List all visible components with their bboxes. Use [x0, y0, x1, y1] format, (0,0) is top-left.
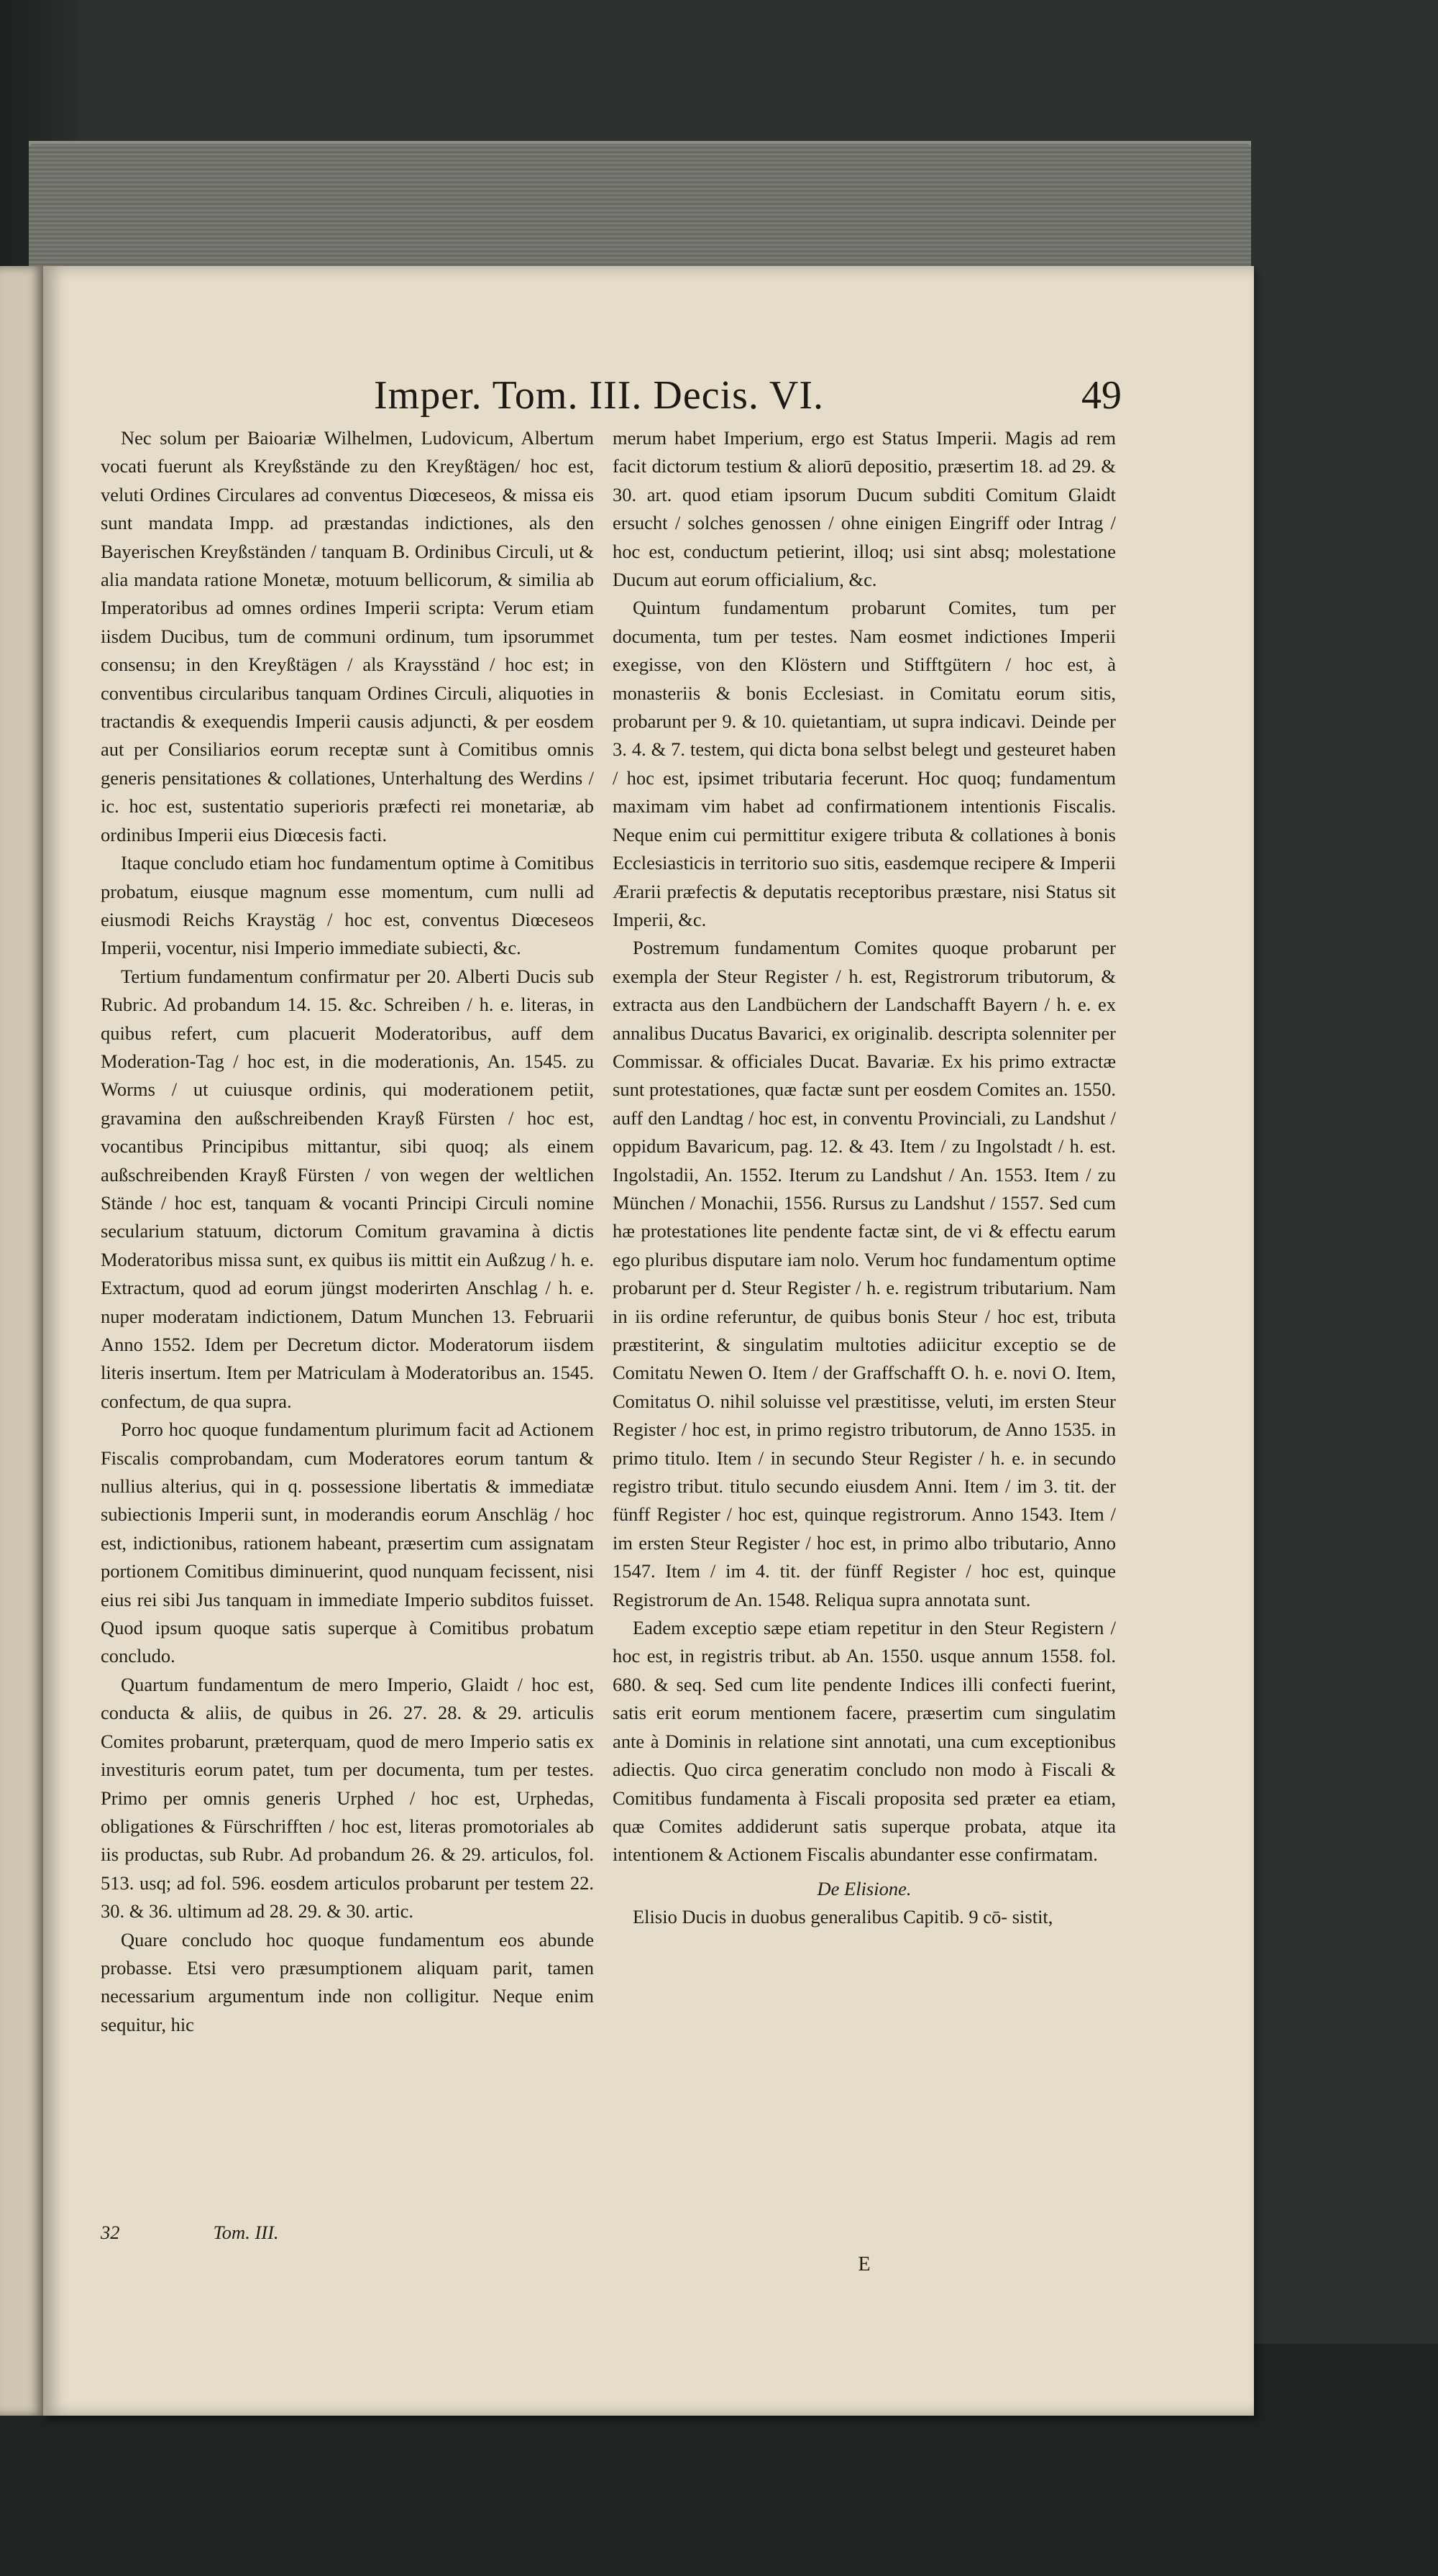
- paragraph: Nec solum per Baioariæ Wilhelmen, Ludovicum, Albertum vocati fuerunt als Kreyßstände zu den Kreyßtägen/ hoc est, veluti Ordines Circulares ad conventus Diœceseos, & missa eis sunt mandata Impp. ad præstandas indictiones, als den Bayerischen Kreyßständen / tanquam B. Ordinibus Circuli, ut & alia mandata ratione Monetæ, motuum bellicorum, & similia ab Imperatoribus ad omnes ordines Imperii scripta: Verum etiam iisdem Ducibus, tum de communi ordinum, tum ipsorummet consensu; in den Kreyßtägen / als Kraysständ / hoc est; in conventibus circularibus tanquam Ordines Circuli, aliquoties in tractandis & exequendis Imperii causis adjuncti, & per eosdem aut per Consiliarios eorum receptæ sunt à Comitibus omnis generis pensitationes & collationes, Unterhaltung des Werdins / ic. hoc est, sustentatio superioris præfecti rei monetariæ, ab ordinibus Imperii eius Diœcesis facti.: [101, 427, 594, 845]
- paragraph: Quartum fundamentum de mero Imperio, Glaidt / hoc est, conducta & aliis, de quibus in 26. 27. 28. & 29. articulis Comites probarunt, præterquam, quod de mero Imperio satis ex investituris eorum patet, tum per documenta, tum per testes. Primo per omnis generis Urphed / hoc est, Urphedas, obligationes & Fürschrifften / hoc est, literas promotoriales ab iis productas, sub Rubr. Ad probandum 26. & 29. articulos, fol. 513. usq; ad fol. 596. eosdem articulos probarunt per testem 22. 30. & 36. ultimum ad 28. 29. & 30. artic.: [101, 1673, 594, 1922]
- catchword: E: [858, 2253, 871, 2275]
- paragraph: Postremum fundamentum Comites quoque probarunt per exempla der Steur Register / h. est, Registrorum tributorum, & extracta aus den Landbüchern der Landschafft Bayern / h. e. ex annalibus Ducatus Bavarici, ex originalib. descripta solenniter per Commissar. & officiales Ducat. Bavariæ. Ex his primo extractæ sunt protestationes, quæ factæ sunt per eosdem Comites an. 1550. auff den Landtag / hoc est, in conventu Provinciali, zu Landshut / oppidum Bavaricum, pag. 12. & 43. Item / zu Ingolstadt / h. est. Ingolstadii, An. 1552. Iterum zu Landshut / An. 1553. Item / zu München / Monachii, 1556. Rursus zu Landshut / 1557. Sed cum hæ protestationes lite pendente factæ sint, de vi & effectu earum ego pluribus disputare iam nolo. Verum hoc fundamentum optime probarunt per d. Steur Register / h. e. registrum tributarium. Nam in iis ordine referuntur, de quibus bonis Steur / hoc est, tributa præstiterint, & singulatim multoties adiicitur exceptio se de Comitatu Newen O. Item / der Graffschafft O. h. e. novi O. Item, Comitatus O. nihil soluisse vel præstitisse, veluti, im ersten Steur Register / hoc est, in primo registro tributorum, de Anno 1535. in primo titulo. Item / in secundo Steur Register / h. e. in secundo registro tribut. titulo secundo eiusdem Anni. Item / im 3. tit. der fünff Register / hoc est, quinque registrorum. Anno 1543. Item / im ersten Steur Register / hoc est, in primo albo tributario, Anno 1547. Item / im 4. tit. der fünff Register / hoc est, quinque Registrorum de An. 1548. Reliqua supra annotata sunt.: [613, 937, 1116, 1610]
- paragraph: Elisio Ducis in duobus generalibus Capitib. 9 cō- sistit,: [633, 1906, 1053, 1928]
- left-column: [101, 424, 594, 2279]
- paragraph: Itaque concludo etiam hoc fundamentum optime à Comitibus probatum, eiusque magnum esse momentum, cum nulli ad eiusmodi Reichs Kraystäg / hoc est, conventus Diœceseos Imperii, vocentur, nisi Imperio immediate subiecti, &c.: [101, 852, 594, 959]
- signature-line: [101, 2218, 594, 2247]
- page-number: 49: [1081, 373, 1122, 418]
- paragraph: Quare concludo hoc quoque fundamentum eos abunde probasse. Etsi vero præsumptionem aliquam parit, tamen necessarium argumentum inde non colligitur. Neque enim sequitur, hic: [101, 1928, 594, 2035]
- facing-page-edge: [0, 266, 45, 2416]
- margin-number: 32: [101, 2222, 120, 2243]
- paragraph: Tertium fundamentum confirmatur per 20. Alberti Ducis sub Rubric. Ad probandum 14. 15. &c. Schreiben / h. e. literas, in quibus refert, cum placuerit Moderatoribus, auff dem Moderation-Tag / hoc est, in die moderationis, An. 1545. zu Worms / ut cuiusque ordinis, qui moderationem petiit, gravamina den außschreibenden Krayß Fürsten / hoc est, vocantibus Principibus mittantur, sibi quoq; als einem außschreibenden Krayß Fürsten / von wegen der weltlichen Stände / hoc est, tanquam & vocanti Principi Circuli nomine secularium statuum, dictorum Comitum gravamina à dictis Moderatoribus missa sunt, ex quibus iis mittit ein Außzug / h. e. Extractum, quod ad eorum jüngst moderirten Anschlag / h. e. nuper moderatam indictionem, Datum Munchen 13. Februarii Anno 1552. Idem per Decretum dictor. Moderatorum iisdem literis insertum. Item per Matriculam à Moderatoribus an. 1545. confectum, de qua supra.: [101, 965, 594, 1412]
- paragraph: Porro hoc quoque fundamentum plurimum facit ad Actionem Fiscalis comprobandam, cum Moderatores eorum tantum & nullius alterius, qui in q. possessione libertatis & immediatæ subiectionis Imperii sunt, in moderandis eorum Anschläg / hoc est, indictionibus, rationem habeant, præsertim cum assignatam portionem Comitibus diminuerint, quod nunquam fecissent, nisi eius rei sibi Jus tanquam in immediate Imperio subditos fuisset. Quod ipsum quoque satis superque à Comitibus probatum concludo.: [101, 1418, 594, 1667]
- section-heading: De Elisione.: [817, 1877, 912, 1899]
- paragraph: merum habet Imperium, ergo est Status Imperii. Magis ad rem facit dictorum testium & aliorū depositio, præsertim 18. ad 29. & 30. art. quod etiam ipsorum Ducum subditi Comitum Glaidt ersucht / solches genossen / ohne einigen Eingriff oder Intrag / hoc est, conductum petierint, illoq; usi sint absq; molestatione Ducum aut eorum officialium, &c.: [613, 427, 1116, 591]
- running-header: Imper. Tom. III. Decis. VI.: [374, 373, 824, 418]
- paragraph: Quintum fundamentum probarunt Comites, tum per documenta, tum per testes. Nam eosmet indictiones Imperii exegisse, von den Klöstern und Stifftgütern / hoc est, à monasteriis & bonis Ecclesiast. in Comitatu eorum sitis, probarunt per 9. & 10. quietantiam, ut supra indicavi. Deinde per 3. 4. & 7. testem, qui dicta bona selbst belegt und gesteuret haben / hoc est, ipsimet tributaria fecerunt. Hoc quoq; fundamentum maximam vim habet ad confirmationem intentionis Fiscalis. Neque enim cui permittitur exigere tributa & collationes à bonis Ecclesiasticis in territorio suo sitis, easdemque recipere & Imperii Ærarii præfectis & deputatis receptoribus præstare, nisi Status sit Imperii, &c.: [613, 597, 1116, 930]
- paragraph: Eadem exceptio sæpe etiam repetitur in den Steur Registern / hoc est, in registris tribut. ab An. 1550. usque annum 1558. fol. 680. & seq. Sed cum lite pendente Indices illi confecti fuerint, satis erit eorum mentionem facere, præsertim cum singulatim ante à Dominis in relatione sint annotati, una cum exceptionibus adiectis. Quo circa generatim concludo non modo à Fiscali & Comitibus fundamenta à Fiscali proposita sed præter ea etiam, quæ Comites addiderunt satis superque probata, atque ita intentionem & Actionem Fiscalis abundanter esse confirmatam.: [613, 1617, 1116, 1866]
- right-column: [613, 424, 1116, 2279]
- volume-signature: Tom. III.: [213, 2222, 279, 2243]
- book-page-edges: [29, 144, 1251, 273]
